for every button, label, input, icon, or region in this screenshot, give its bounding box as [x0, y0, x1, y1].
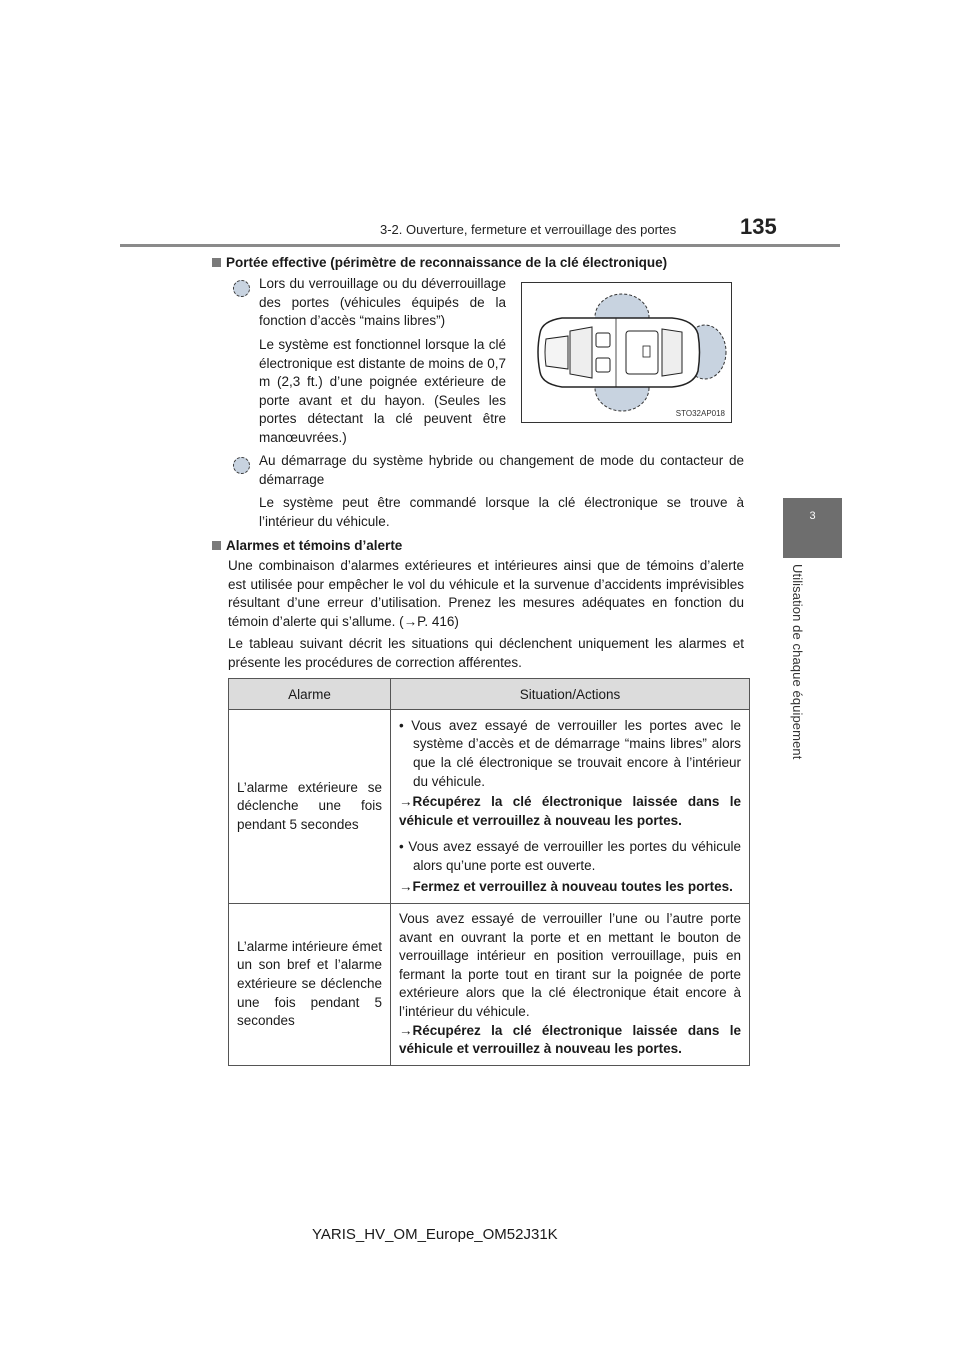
situation-cell — [391, 710, 750, 904]
figure-code: STO32AP018 — [675, 409, 725, 418]
table-row — [229, 710, 750, 904]
situation-text: Vous avez essayé de verrouiller l’une ou l’autre porte avant en ouvrant la porte et en mettant le bouton de verrouillage intérieur en position verrouillage, puis en fermant la porte tout en tirant sur la poignée de porte extérieure alors que la clé électronique était encore à l’intérieur du véhicule. — [399, 911, 741, 1019]
detection-zone-icon — [233, 280, 250, 297]
chapter-title: Utilisation de chaque équipement — [790, 564, 805, 760]
table-row — [229, 904, 750, 1066]
page-number: 135 — [740, 214, 777, 239]
chapter-number: 3 — [809, 510, 816, 522]
section-heading-alarms — [212, 538, 402, 553]
alarm-cell: L’alarme extérieure se déclenche une fois pendant 5 secondes — [229, 710, 391, 904]
corrective-action: →Récupérez la clé électronique laissée dans le véhicule et verrouillez à nouveau les portes. — [399, 794, 741, 828]
header-rule — [120, 244, 840, 247]
interior-zone-icon — [233, 457, 250, 474]
center-console — [643, 346, 650, 357]
table-header-situation: Situation/Actions — [391, 679, 750, 710]
table-intro-paragraph: Le tableau suivant décrit les situations qui déclenchent uniquement les alarmes et présente les procédures de correction afférentes. — [228, 636, 744, 670]
square-bullet-icon — [212, 541, 221, 550]
corrective-action: →Fermez et verrouillez à nouveau toutes les portes. — [399, 878, 733, 894]
alarms-intro-paragraph: Une combinaison d’alarmes extérieures et intérieures ainsi que de témoins d’alerte est utilisée pour empêcher le vol du véhicule et la survenue d’accidents imprévisibles résultant d’une erreur d’utilisation. Prenez les mesures adéquates en fonction du témoin d’alerte qui s’allume. (→P. 416) — [228, 558, 744, 629]
corrective-action: →Récupérez la clé électronique laissée dans le véhicule et verrouillez à nouveau les portes. — [399, 1022, 741, 1057]
situation-cell — [391, 904, 750, 1066]
chapter-tab — [783, 498, 842, 558]
situation-bullet: • Vous avez essayé de verrouiller les portes du véhicule alors qu’une porte est ouverte. — [399, 839, 741, 873]
alarm-cell: L’alarme intérieure émet un son bref et l’alarme extérieure se déclenche une fois pendant 5 secondes — [229, 904, 391, 1066]
front-seat-right — [596, 358, 610, 372]
table-header-row — [229, 679, 750, 710]
rear-seat — [626, 331, 658, 374]
item1-title: Lors du verrouillage ou du déverrouillage des portes (véhicules équipés de la fonction d’accès “mains libres”) — [259, 276, 506, 329]
detection-range-diagram — [521, 282, 732, 423]
header-section-title: 3-2. Ouverture, fermeture et verrouillage des portes — [380, 222, 677, 237]
item2-body: Le système peut être commandé lorsque la clé électronique se trouve à l’intérieur du véhicule. — [259, 495, 744, 529]
windshield — [570, 327, 592, 378]
car-hood — [545, 336, 568, 369]
item1-body: Le système est fonctionnel lorsque la clé électronique est distante de moins de 0,7 m (2,3 ft.) d’une poignée extérieure de porte avant et du hayon. (Seules les portes détectant la clé peuvent être manœuvrées.) — [259, 337, 506, 445]
front-seat-left — [596, 333, 610, 347]
section-heading-range — [212, 255, 667, 270]
document-code: YARIS_HV_OM_Europe_OM52J31K — [312, 1226, 558, 1243]
alarms-table — [228, 678, 750, 1066]
table-header-alarm: Alarme — [229, 679, 391, 710]
situation-bullet: • Vous avez essayé de verrouiller les portes avec le système d’accès et de démarrage “mains libres” alors que la clé électronique se trouvait encore à l’intérieur du véhicule. — [399, 717, 741, 789]
rear-window — [662, 329, 682, 376]
car-top-view-illustration — [522, 283, 731, 422]
item2-title: Au démarrage du système hybride ou changement de mode du contacteur de démarrage — [259, 453, 744, 487]
section-heading-alarms-text: Alarmes et témoins d’alerte — [226, 538, 403, 553]
section-heading-range-text: Portée effective (périmètre de reconnaissance de la clé électronique) — [226, 255, 668, 270]
square-bullet-icon — [212, 258, 221, 267]
